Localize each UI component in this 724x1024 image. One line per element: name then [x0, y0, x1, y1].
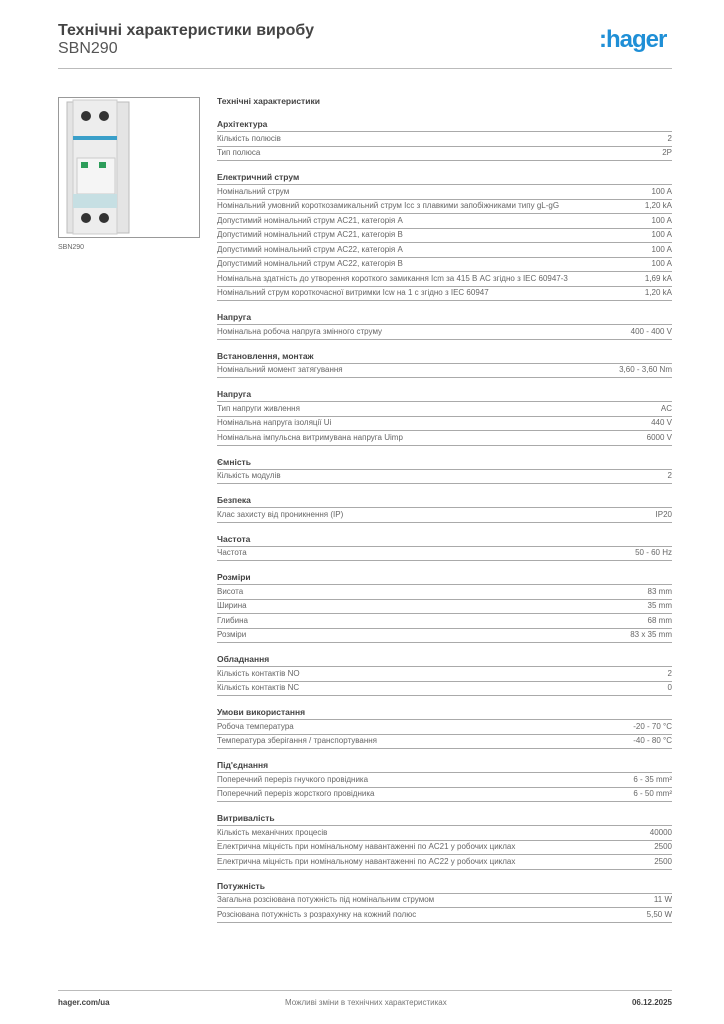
spec-value: -20 - 70 °C	[633, 721, 672, 731]
section-heading: Потужність	[217, 879, 672, 894]
spec-row	[217, 585, 672, 600]
spec-row	[217, 773, 672, 788]
spec-row	[217, 508, 672, 523]
image-caption: SBN290	[58, 244, 85, 251]
spec-section	[217, 758, 672, 802]
spec-value: 2	[667, 471, 672, 480]
spec-row	[217, 287, 672, 302]
section-heading: Безпека	[217, 493, 672, 508]
spec-label: Робоча температура	[217, 721, 294, 731]
spec-label: Електрична міцність при номінальному навантаженні по AC21 у робочих циклах	[217, 842, 516, 851]
spec-label: Кількість механічних процесів	[217, 827, 328, 837]
section-heading: Ємність	[217, 455, 672, 470]
spec-value: -40 - 80 °C	[633, 736, 672, 745]
spec-row	[217, 402, 672, 417]
section-heading: Під'єднання	[217, 758, 672, 773]
spec-section	[217, 570, 672, 643]
spec-section	[217, 455, 672, 485]
spec-value: 1,20 kA	[644, 201, 672, 210]
spec-row	[217, 132, 672, 147]
spec-row	[217, 470, 672, 485]
spec-value: 2500	[654, 842, 672, 851]
spec-value: 440 V	[651, 418, 672, 427]
spec-value: 1,69 kA	[644, 273, 672, 283]
spec-label: Клас захисту від проникнення (IP)	[217, 509, 344, 519]
spec-label: Поперечний переріз гнучкого провідника	[217, 774, 369, 784]
spec-label: Кількість полюсів	[217, 133, 281, 143]
spec-value: 100 A	[651, 186, 672, 196]
spec-label: Номінальна робоча напруга змінного струму	[217, 326, 383, 336]
spec-label: Допустимий номінальний струм AC21, категорія A	[217, 215, 403, 225]
spec-row	[217, 720, 672, 735]
spec-value: 83 x 35 mm	[630, 630, 672, 639]
section-heading: Обладнання	[217, 652, 672, 667]
spec-row	[217, 600, 672, 615]
spec-row	[217, 200, 672, 215]
spec-value: 50 - 60 Hz	[635, 548, 672, 557]
spec-value: 5,50 W	[646, 909, 672, 919]
divider	[58, 68, 672, 69]
spec-section	[217, 170, 672, 301]
spec-label: Номінальна напруга ізоляції Ui	[217, 418, 332, 427]
spec-row	[217, 229, 672, 244]
spec-label: Допустимий номінальний струм AC21, категорія B	[217, 230, 403, 239]
spec-row	[217, 417, 672, 432]
spec-section	[217, 652, 672, 696]
spec-label: Кількість контактів NO	[217, 668, 300, 678]
spec-label: Розсіювана потужність з розрахунку на кожний полюс	[217, 909, 417, 919]
spec-section	[217, 811, 672, 870]
spec-value: 6 - 50 mm²	[633, 789, 672, 798]
spec-row	[217, 185, 672, 200]
spec-label: Допустимий номінальний струм AC22, категорія B	[217, 259, 403, 268]
spec-row	[217, 841, 672, 856]
spec-section	[217, 879, 672, 923]
section-heading: Електричний струм	[217, 170, 672, 185]
spec-label: Кількість модулів	[217, 471, 281, 480]
spec-value: 2P	[662, 148, 672, 157]
spec-row	[217, 431, 672, 446]
footer-disclaimer: Можливі зміни в технічних характеристиках	[285, 998, 447, 1007]
product-code: SBN290	[58, 40, 118, 57]
spec-row	[217, 214, 672, 229]
section-heading: Архітектура	[217, 117, 672, 132]
spec-title: Технічні характеристики	[217, 96, 320, 106]
spec-value: 6 - 35 mm²	[633, 774, 672, 784]
spec-value: 100 A	[651, 259, 672, 268]
spec-value: 11 W	[653, 895, 672, 904]
spec-label: Допустимий номінальний струм AC22, категорія A	[217, 244, 403, 254]
spec-label: Загальна розсіювана потужність під номінальним струмом	[217, 895, 435, 904]
spec-label: Номінальна здатність до утворення короткого замикання Icm за 415 В AC згідно з IEC 60947-3	[217, 273, 568, 283]
spec-value: 68 mm	[647, 615, 672, 625]
spec-row	[217, 629, 672, 644]
spec-value: 1,20 kA	[644, 288, 672, 297]
spec-label: Тип полюса	[217, 148, 261, 157]
spec-section	[217, 493, 672, 523]
spec-row	[217, 147, 672, 162]
spec-row	[217, 614, 672, 629]
product-image	[58, 97, 200, 238]
hager-logo: :hager	[599, 26, 667, 53]
spec-row	[217, 788, 672, 803]
footer-website[interactable]: hager.com/ua	[58, 998, 110, 1007]
spec-label: Номінальний умовний короткозамикальний струм Icc з плавкими запобіжниками типу gL-gG	[217, 201, 560, 210]
spec-label: Ширина	[217, 601, 247, 610]
spec-label: Глибина	[217, 615, 248, 625]
spec-value: IP20	[655, 509, 672, 519]
section-heading: Частота	[217, 532, 672, 547]
section-heading: Розміри	[217, 570, 672, 585]
spec-section	[217, 117, 672, 161]
spec-row	[217, 364, 672, 379]
spec-value: 400 - 400 V	[630, 326, 672, 336]
spec-value: 100 A	[651, 215, 672, 225]
spec-value: 2500	[654, 856, 672, 866]
section-heading: Витривалість	[217, 811, 672, 826]
spec-label: Кількість контактів NC	[217, 683, 300, 692]
spec-value: 6000 V	[646, 432, 672, 442]
spec-value: 2	[667, 668, 672, 678]
spec-section	[217, 387, 672, 446]
spec-row	[217, 735, 672, 750]
spec-row	[217, 547, 672, 562]
spec-value: 100 A	[651, 230, 672, 239]
spec-row	[217, 272, 672, 287]
section-heading: Встановлення, монтаж	[217, 349, 672, 364]
spec-label: Висота	[217, 586, 244, 596]
spec-section	[217, 349, 672, 379]
spec-value: 0	[667, 683, 672, 692]
spec-label: Частота	[217, 548, 247, 557]
spec-label: Номінальний момент затягування	[217, 365, 343, 374]
footer-date: 06.12.2025	[631, 998, 672, 1007]
spec-row	[217, 258, 672, 273]
spec-row	[217, 243, 672, 258]
spec-row	[217, 667, 672, 682]
divider	[58, 990, 672, 991]
spec-label: Тип напруги живлення	[217, 403, 300, 413]
spec-value: 3,60 - 3,60 Nm	[619, 365, 672, 374]
spec-label: Електрична міцність при номінальному навантаженні по AC22 у робочих циклах	[217, 856, 516, 866]
spec-value: 40000	[649, 827, 672, 837]
spec-value: 35 mm	[647, 601, 672, 610]
spec-label: Температура зберігання / транспортування	[217, 736, 378, 745]
spec-row	[217, 682, 672, 697]
spec-label: Номінальна імпульсна витримувана напруга Uimp	[217, 432, 403, 442]
spec-row	[217, 855, 672, 870]
spec-section	[217, 705, 672, 749]
section-heading: Напруга	[217, 387, 672, 402]
spec-row	[217, 894, 672, 909]
spec-row	[217, 325, 672, 340]
page-title: Технічні характеристики виробу	[58, 22, 314, 39]
spec-value: 100 A	[651, 244, 672, 254]
spec-label: Розміри	[217, 630, 247, 639]
spec-value: 83 mm	[647, 586, 672, 596]
spec-row	[217, 826, 672, 841]
spec-table	[217, 96, 672, 932]
spec-value: AC	[660, 403, 672, 413]
spec-section	[217, 532, 672, 562]
spec-row	[217, 908, 672, 923]
spec-section	[217, 310, 672, 340]
spec-label: Поперечний переріз жорсткого провідника	[217, 789, 375, 798]
section-heading: Напруга	[217, 310, 672, 325]
spec-label: Номінальний струм	[217, 186, 290, 196]
spec-label: Номінальний струм короткочасної витримки Icw на 1 с згідно з IEC 60947	[217, 288, 489, 297]
spec-value: 2	[667, 133, 672, 143]
section-heading: Умови використання	[217, 705, 672, 720]
